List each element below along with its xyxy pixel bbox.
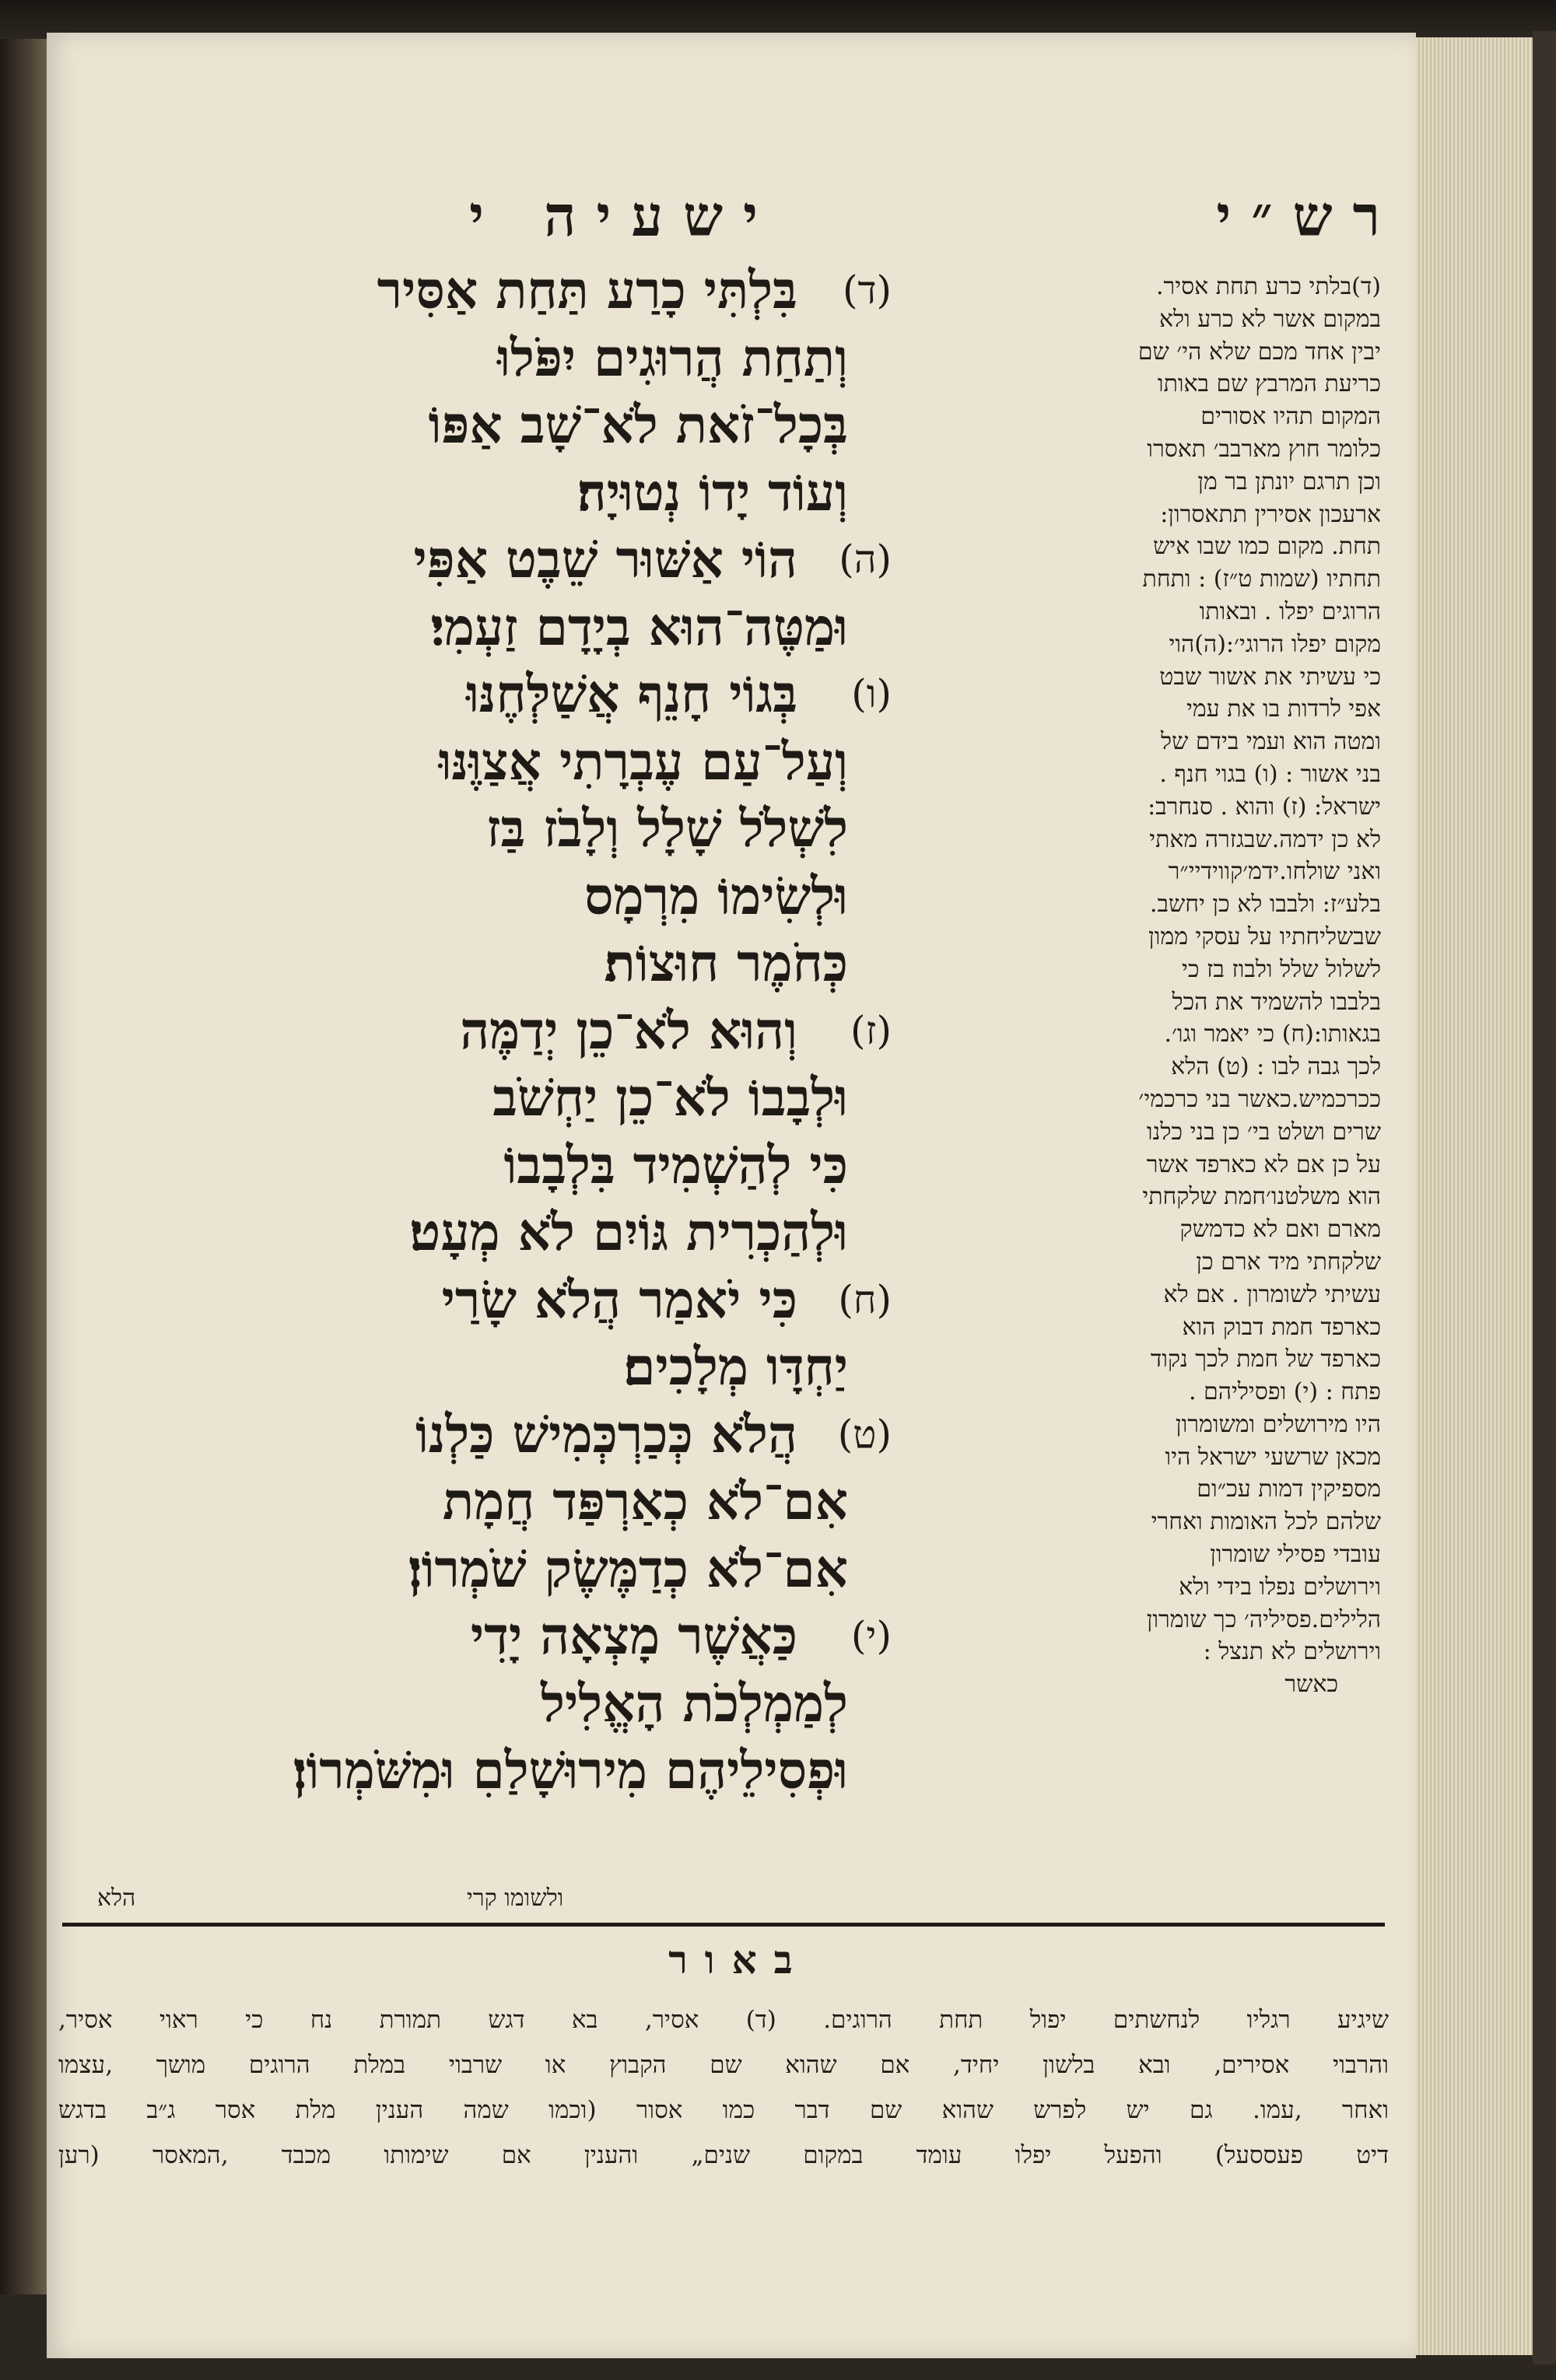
rashi-line: בלבבו להשמיד את הכל <box>1172 988 1381 1016</box>
rashi-line: וכן תרגם יונתן בר מן <box>1197 467 1381 495</box>
verse-number: (ה) <box>839 537 892 582</box>
verse-line <box>62 728 879 796</box>
rashi-line: שלהם לכל האומות ואחרי <box>1151 1508 1381 1536</box>
rashi-line: ישראל: (ז) והוא . סנחרב: <box>1148 793 1381 821</box>
rashi-line: המקום תהיו אסורים <box>1200 403 1381 431</box>
running-header-book: ישעיה י <box>469 183 778 249</box>
verse-text: כִּי לְהַשְׁמִיד בִּלְבָבוֹ <box>503 1134 848 1195</box>
verse-line <box>62 1535 879 1603</box>
verse-line <box>62 997 892 1065</box>
verse-line <box>62 1602 892 1670</box>
rashi-line: בגאותו:(ח) כי יאמר וגו׳. <box>1164 1020 1381 1048</box>
rashi-line: עובדי פסילי שומרון <box>1210 1541 1381 1569</box>
verse-text: יַחְדָּו מְלָכִים׃ <box>623 1336 848 1397</box>
biblical-text-column <box>62 257 892 1804</box>
verse-number: (י) <box>850 1613 892 1658</box>
rashi-line: היו מירושלים ומשומרון <box>1175 1410 1381 1438</box>
biur-line: דיט פעססעל) והפעל יפלו עומד במקום שנים„ והענין אם שימותו מכבד ‚המאסר (רען <box>58 2141 1389 2169</box>
verse-line <box>62 1468 879 1535</box>
verse-text: כִּי יֹאמַר הֲלֹא שָׂרַי <box>441 1269 797 1330</box>
rashi-line: (ד)בלתי כרע תחת אסיר. <box>1155 273 1381 300</box>
verse-number: (ח) <box>838 1276 892 1322</box>
rashi-line: לשלול שלל ולבוז בז כי <box>1181 955 1381 983</box>
biur-line: ואחר ‚עמו. גם יש לפרש שהוא שם דבר כמו אסור (וכמו שמה הענין מלת אסר ג״ב בדגש <box>58 2096 1389 2124</box>
verse-text: וּלְבָבוֹ לֹא־כֵן יַחְשֹׁב <box>492 1067 848 1128</box>
verse-line <box>62 1737 879 1804</box>
rashi-line: ארעכון אסירין תתאסרון: <box>1160 500 1381 528</box>
verse-line <box>62 324 879 392</box>
verse-number: (ד) <box>842 268 892 313</box>
running-header-rashi: רש״י <box>1216 183 1400 249</box>
verse-line <box>62 1333 879 1401</box>
verse-line <box>62 1401 892 1468</box>
rashi-line: הלילים.פסיליה׳ כך שומרון <box>1146 1605 1381 1633</box>
verse-text: אִם־לֹא כְאַרְפַּד חֲמָת <box>442 1471 848 1531</box>
verse-line <box>62 1266 892 1334</box>
verse-line <box>62 1199 879 1266</box>
verse-line <box>62 795 879 863</box>
verse-line <box>62 660 892 728</box>
rashi-line: שרים ושלט בי׳ כן בני כלנו <box>1146 1118 1381 1146</box>
rashi-line: כלומר חוץ מארבב׳ תאסרו <box>1147 435 1381 463</box>
rashi-line: הרוגים יפלו . ובאותו <box>1199 597 1381 625</box>
verse-text: וְהוּא לֹא־כֵן יְדַמֶּה <box>460 999 797 1061</box>
verse-text: וְתַחַת הֲרוּגִים יִפֹּלוּ <box>497 327 848 388</box>
rashi-line: בלע״ז: ולבבו לא כן יחשב. <box>1150 891 1381 919</box>
rashi-commentary-column <box>906 271 1381 1701</box>
rashi-line: מקום יפלו הרוגי׳:(ה)הוי <box>1169 630 1381 658</box>
verse-text: לְמַמְלְכֹת הָאֱלִיל <box>541 1672 848 1734</box>
verse-text: בְּגוֹי חָנֵף אֲשַׁלְּחֶנּוּ <box>466 663 797 724</box>
verse-text: כַּאֲשֶׁר מָצְאָה יָדִי <box>470 1605 797 1666</box>
rashi-line: שבשליחתיו על עסקי ממון <box>1148 922 1381 950</box>
rashi-line: אפי לרדות בו את עמי <box>1186 695 1381 723</box>
verse-line <box>62 1132 879 1199</box>
rashi-line: ומטה הוא ועמי בידם של <box>1161 728 1381 756</box>
verse-line <box>62 1670 879 1738</box>
verse-text: וְעַל־עַם עֶבְרָתִי אֲצַוֶּנּוּ <box>438 730 848 792</box>
biur-line: שיגיע רגליו לנחשתים יפול תחת הרוגים. (ד) אסיר, בא דגש תמורת נח כי ראוי אסיר, <box>58 2006 1389 2034</box>
rashi-line: מכאן שרשעי ישראל היו <box>1165 1443 1381 1471</box>
verse-text: וְעוֹד יָדוֹ נְטוּיָה׃ <box>576 461 848 523</box>
verse-text: אִם־לֹא כְדַמֶּשֶׂק שֹׁמְרוֹן׃ <box>408 1538 848 1599</box>
page-edges <box>1416 37 1533 2355</box>
biur-line: והרבוי אסירים, ובא בלשון יחיד, אם שהוא שם הקבוץ או שרבוי במלת הרוגים מושך ‚עצמו <box>58 2051 1389 2079</box>
verse-number: (ז) <box>850 1007 892 1053</box>
rashi-line: ואני שולחו.ידמ׳קווידיי״ר <box>1168 858 1381 886</box>
verse-line <box>62 863 879 930</box>
catchword: הלא <box>97 1885 136 1912</box>
verse-line <box>62 459 879 527</box>
verse-text: וּפְסִילֵיהֶם מִירוּשָׁלַםִ וּמִשֹּׁמְרוֹן׃ <box>293 1740 848 1801</box>
rashi-line: מספיקין דמות עכ״ום <box>1197 1475 1381 1503</box>
verse-line <box>62 593 879 661</box>
rashi-line: כארפד חמת דבוק הוא <box>1182 1313 1381 1341</box>
rashi-line: עשיתי לשומרון . אם לא <box>1163 1280 1381 1308</box>
verse-line <box>62 391 879 459</box>
verse-text: הֲלֹא כְּכַרְכְּמִישׁ כַּלְנוֹ <box>415 1403 797 1465</box>
rashi-line: וירושלים נפלו בידי ולא <box>1179 1573 1381 1601</box>
rashi-line: תחתיו (שמות ט״ז) : ותחת <box>1142 565 1381 593</box>
verse-text: לִשְׁלֹל שָׁלָל וְלָבֹז בַּז <box>486 798 848 859</box>
verse-text: וּלְהַכְרִית גּוֹיִם לֹא מְעָט׃ <box>409 1202 848 1262</box>
biur-commentary <box>58 1997 1389 2178</box>
biur-title: באור <box>668 1937 810 1983</box>
rashi-line: כי עשיתי את אשור שבט <box>1159 663 1381 691</box>
rashi-line: כארפד של חמת לכך נקוד <box>1150 1346 1381 1374</box>
kri-note: ולשומו קרי <box>467 1885 564 1912</box>
rashi-line: כאשר <box>1284 1671 1338 1699</box>
verse-line <box>62 1064 879 1132</box>
verse-number: (ו) <box>851 671 892 716</box>
verse-number: (ט) <box>837 1411 892 1457</box>
rashi-line: מארם ואם לא כדמשק <box>1179 1216 1381 1244</box>
verse-text: הוֹי אַשּׁוּר שֵׁבֶט אַפִּי <box>413 529 797 590</box>
rashi-line: שלקחתי מיד ארם כן <box>1196 1248 1381 1276</box>
verse-line <box>62 257 892 324</box>
verse-line <box>62 929 879 997</box>
rashi-line: במקום אשר לא כרע ולא <box>1159 305 1381 333</box>
rashi-line: תחת. מקום כמו שבו איש <box>1153 533 1381 561</box>
rashi-line: פתח : (י) ופסיליהם . <box>1188 1378 1381 1406</box>
rashi-line: על כן אם לא כארפד אשר <box>1146 1150 1381 1178</box>
verse-text: וּלְשִׂימוֹ מִרְמָס <box>584 865 848 926</box>
verse-text: וּמַטֶּה־הוּא בְיָדָם זַעְמִי׃ <box>430 596 848 657</box>
rashi-line: בני אשור : (ו) בגוי חנף . <box>1159 760 1381 788</box>
rashi-line: יבין אחד מכם שלא הי׳ שם <box>1137 338 1381 366</box>
book-edge-shadow <box>1533 31 1556 2364</box>
verse-text: כְּחֹמֶר חוּצוֹת׃ <box>604 933 848 993</box>
rashi-line: הוא משלטנו׳חמת שלקחתי <box>1142 1183 1381 1211</box>
book-cover-left <box>0 39 47 2294</box>
verse-text: בִּלְתִּי כָרַע תַּחַת אַסִּיר <box>377 260 797 320</box>
rashi-line: ככרכמיש.כאשר בני כרכמי׳ <box>1138 1085 1381 1113</box>
rashi-line: וירושלים לא תנצל : <box>1203 1638 1381 1666</box>
rashi-line: לכך גבה לבו : (ט) הלא <box>1171 1053 1381 1081</box>
verse-text: בְּכָל־זֹאת לֹא־שָׁב אַפּוֹ <box>428 394 848 455</box>
rashi-line: לא כן ידמה.שבגזרה מאתי <box>1149 825 1381 853</box>
separator-rule <box>62 1923 1385 1927</box>
verse-line <box>62 526 892 593</box>
rashi-line: כריעת המרבץ שם באותו <box>1157 370 1381 398</box>
